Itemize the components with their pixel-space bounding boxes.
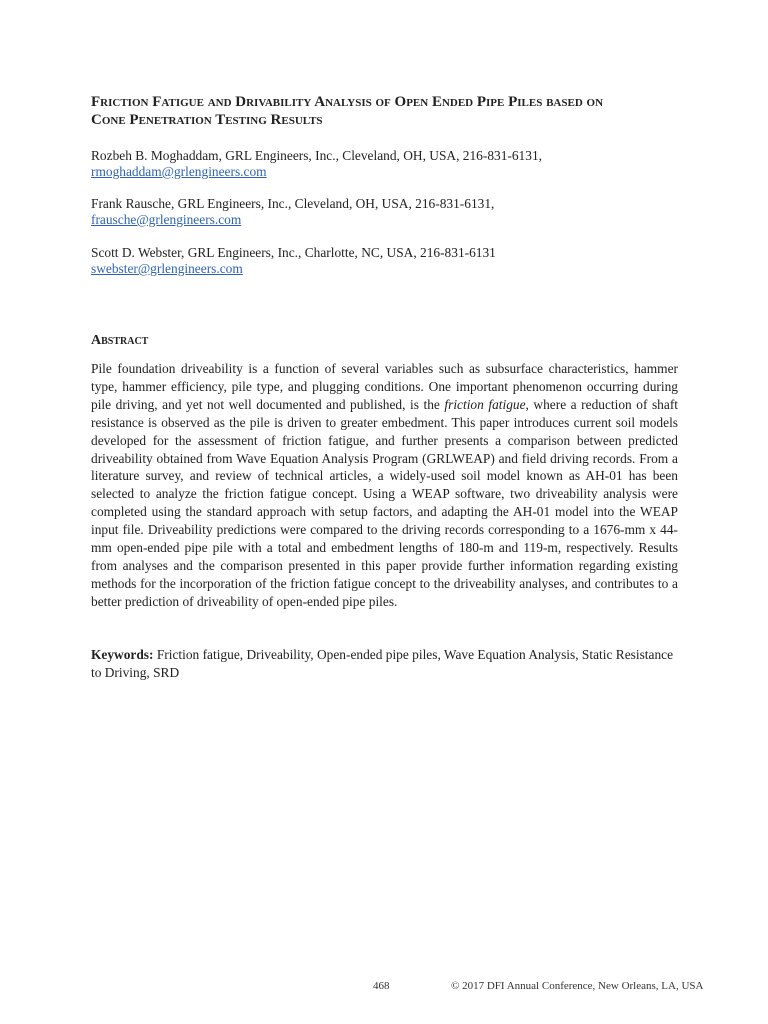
abstract-heading: Abstract [91,333,149,348]
author-block-rausche [91,196,494,228]
author-block-moghaddam [91,148,542,180]
keywords-text: Friction fatigue, Driveability, Open-ended pipe piles, Wave Equation Analysis, Static Resistance to Driving, SRD [91,647,674,680]
page-number: 468 [373,980,390,992]
paper-title [91,93,691,129]
abstract-text-start: Pile foundation driveability is a function of several variables such as subsurface characteristics, hammer type, hammer efficiency, pile type, and plugging conditions. One important phenomenon occurring during pile driving, and yet not well documented and published, is the [91,361,678,412]
author-block-webster [91,245,496,277]
author-affiliation: Scott D. Webster, GRL Engineers, Inc., Charlotte, NC, USA, 216-831-6131 [91,245,496,260]
author-email-link[interactable]: frausche@grlengineers.com [91,212,242,227]
abstract-text-end: , where a reduction of shaft resistance is observed as the pile is driven to greater embedment. This paper introduces current soil models developed for the assessment of friction fatigue, and further presents a comparison between predicted driveability obtained from Wave Equation Analysis Program (GRLWEAP) and field driving records. From a literature survey, and review of technical articles, a widely-used soil model known as AH-01 has been selected to analyze the friction fatigue concept. Using a WEAP software, two driveability analysis were completed using the standard approach with setup factors, and adapting the AH-01 model into the WEAP input file. Driveability predictions were compared to the driving records corresponding to a 1676-mm x 44-mm open-ended pipe pile with a total and embedment lengths of 180-m and 119-m, respectively. Results from analyses and the comparison presented in this paper provide further information regarding existing methods for the incorporation of the friction fatigue concept to the driveability analyses, and contributes to a better prediction of driveability of open-ended pipe piles. [91,396,678,609]
paper-title-line-2: Cone Penetration Testing Results [91,112,323,128]
author-email-link[interactable]: rmoghaddam@grlengineers.com [91,164,267,179]
keywords-paragraph [91,646,678,682]
abstract-body [91,360,678,611]
abstract-italic-term: friction fatigue [444,396,526,412]
author-email-link[interactable]: swebster@grlengineers.com [91,261,243,276]
author-affiliation: Frank Rausche, GRL Engineers, Inc., Cleveland, OH, USA, 216-831-6131, [91,196,495,211]
footer-copyright: © 2017 DFI Annual Conference, New Orleans, LA, USA [451,980,704,992]
paper-title-line-1: Friction Fatigue and Drivability Analysis of Open Ended Pipe Piles based on [91,94,604,110]
keywords-label: Keywords: [91,647,154,662]
author-affiliation: Rozbeh B. Moghaddam, GRL Engineers, Inc., Cleveland, OH, USA, 216-831-6131, [91,148,542,163]
